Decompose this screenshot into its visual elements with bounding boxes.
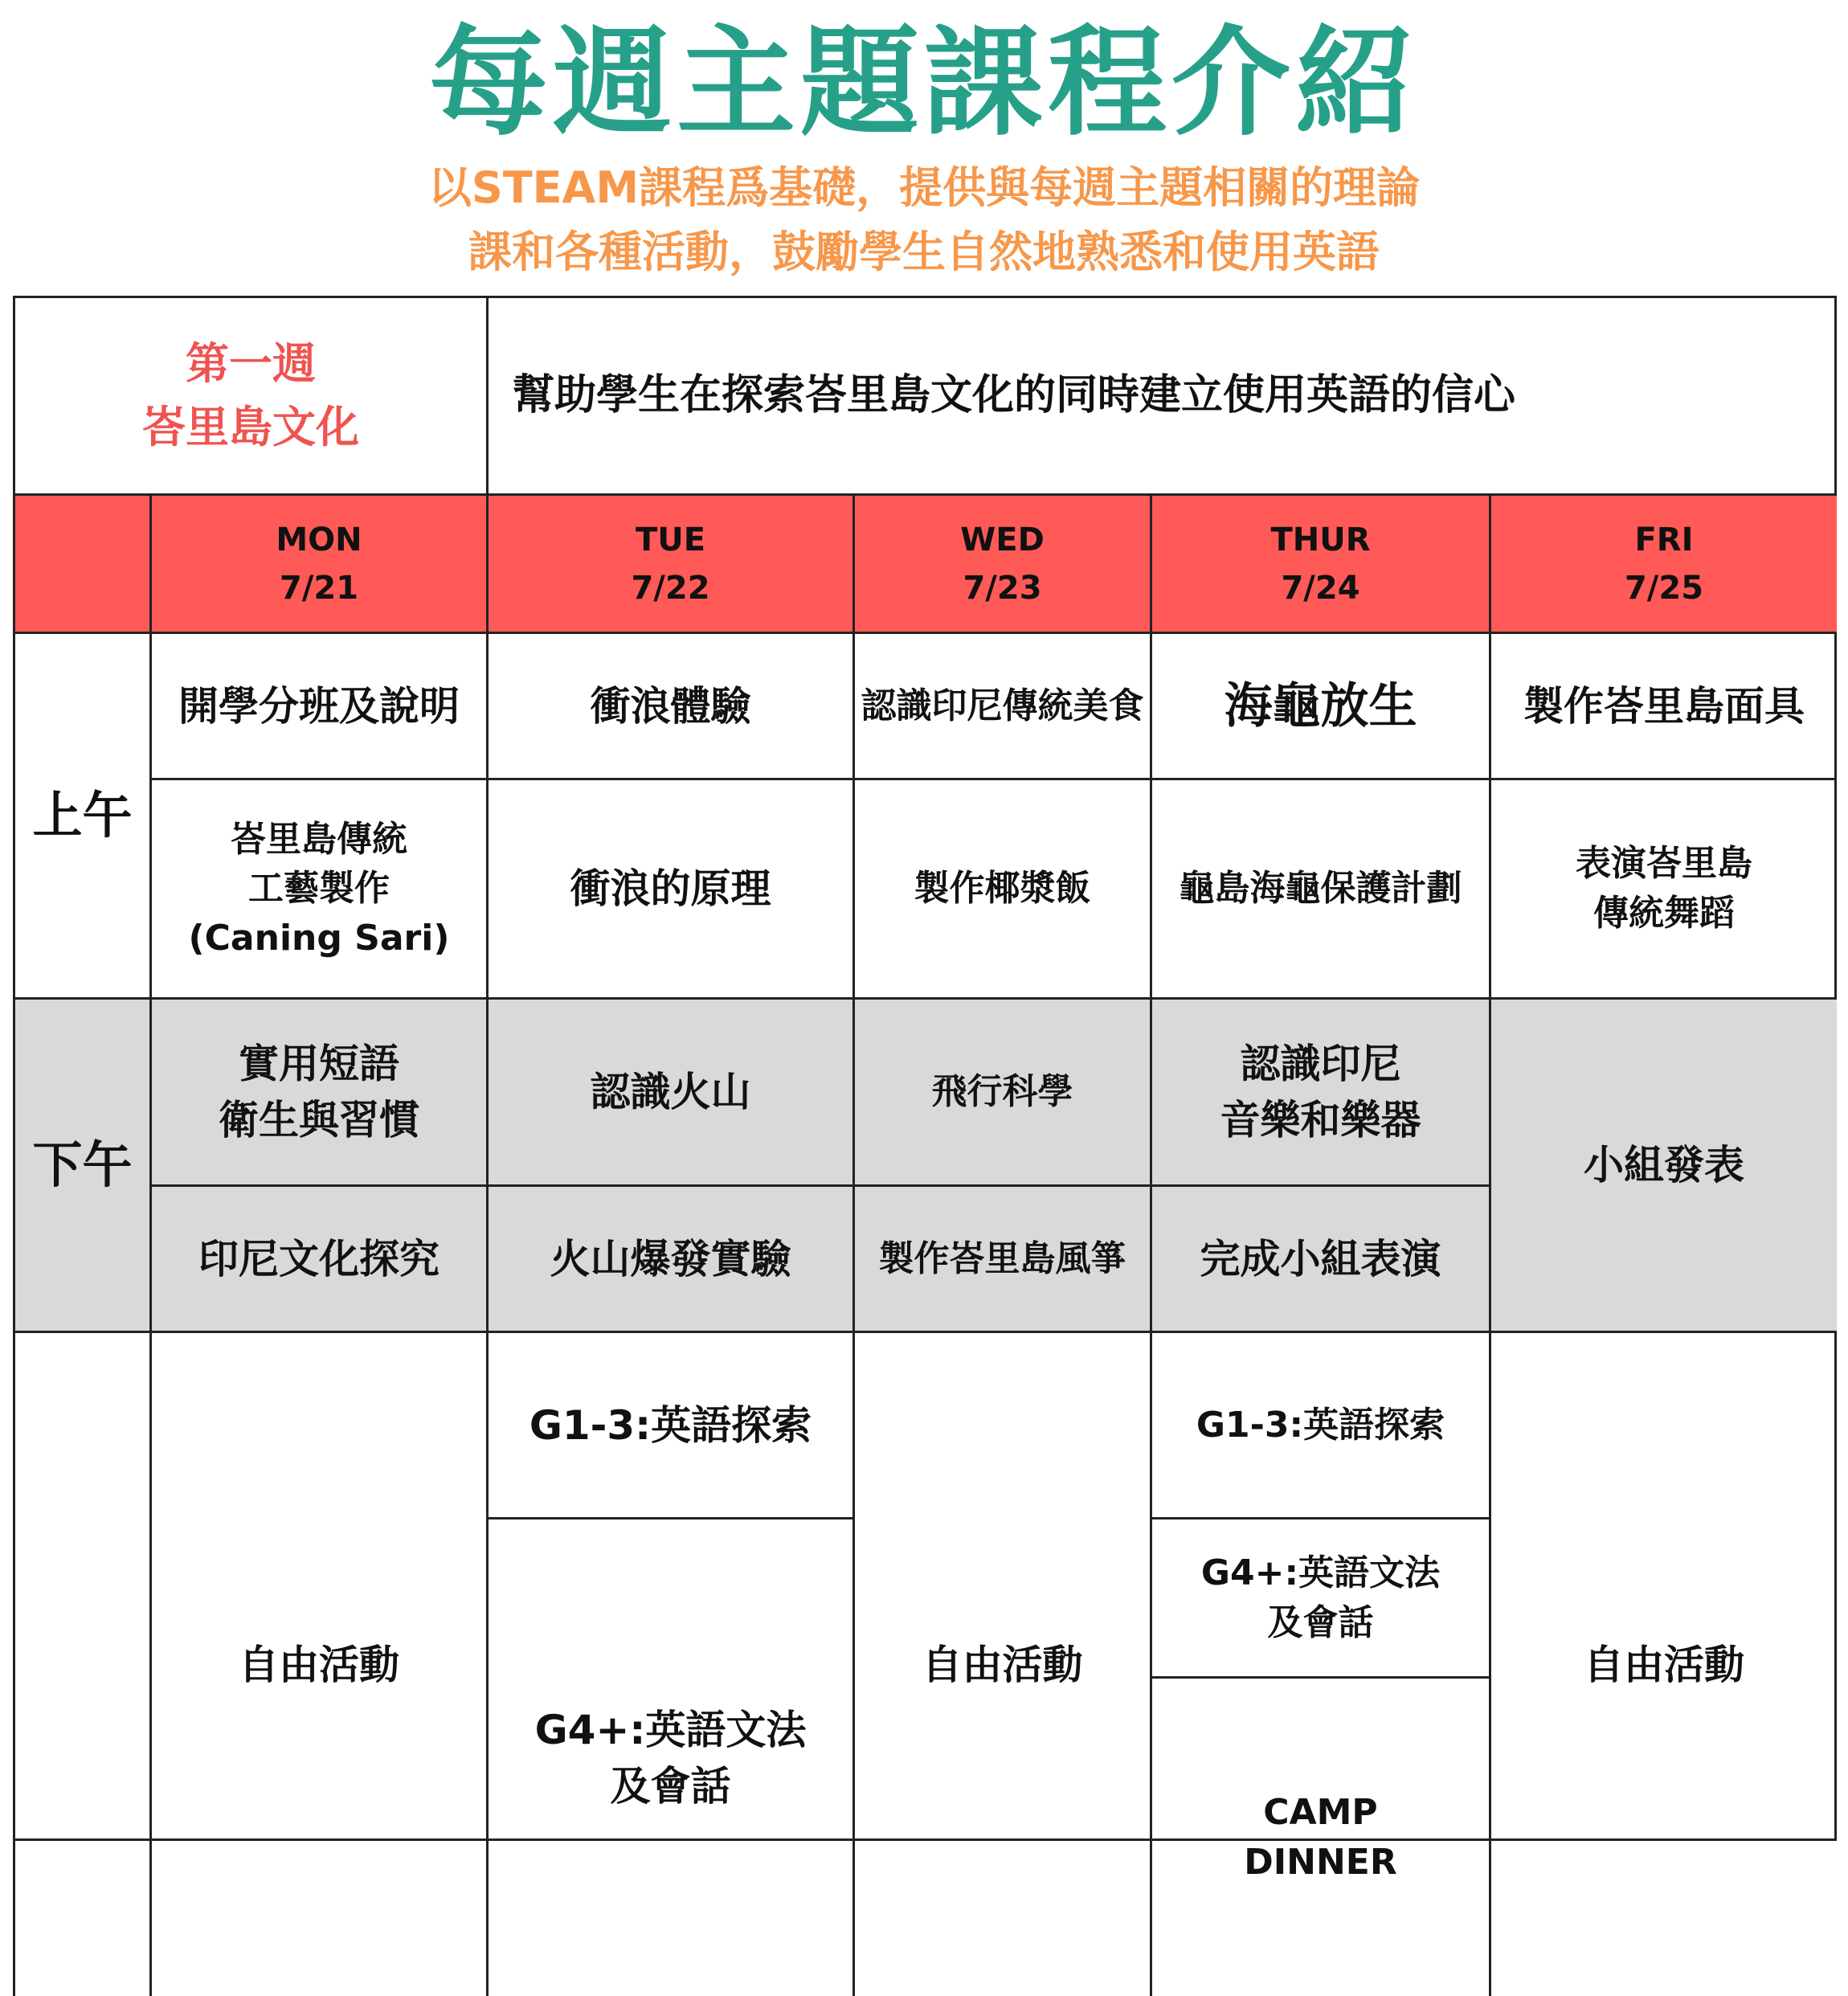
pm1-wed: 飛行科學 xyxy=(852,997,1150,1184)
am1-fri: 製作峇里島面具 xyxy=(1489,632,1837,778)
week-label: 第一週 峇里島文化 xyxy=(13,296,486,493)
evening-mon: 自由活動 xyxy=(149,1331,486,1996)
pm1-thur: 認識印尼 音樂和樂器 xyxy=(1150,997,1489,1184)
am1-tue: 衝浪體驗 xyxy=(486,632,852,778)
pm1-tue: 認識火山 xyxy=(486,997,852,1184)
pm2-wed: 製作峇里島風箏 xyxy=(852,1184,1150,1331)
evening-tue-g4: G4+:英語文法 及會話 xyxy=(486,1517,852,1996)
week-theme: 幫助學生在探索峇里島文化的同時建立使用英語的信心 xyxy=(486,296,1837,493)
day-header-thur: THUR 7/24 xyxy=(1150,493,1489,632)
am2-fri: 表演峇里島 傳統舞蹈 xyxy=(1489,778,1837,997)
subtitle-line-2: 課和各種活動，鼓勵學生自然地熟悉和使用英語 xyxy=(468,227,1380,277)
day-header-tue: TUE 7/22 xyxy=(486,493,852,632)
pm1-mon: 實用短語 衛生與習慣 xyxy=(149,997,486,1184)
pm2-thur: 完成小組表演 xyxy=(1150,1184,1489,1331)
schedule-table xyxy=(13,296,1837,1883)
am2-mon: 峇里島傳統 工藝製作 (Caning Sari) xyxy=(149,778,486,997)
subtitle-line-1: 以STEAM課程爲基礎，提供與每週主題相關的理論 xyxy=(427,162,1421,213)
am1-mon: 開學分班及說明 xyxy=(149,632,486,778)
day-header-wed: WED 7/23 xyxy=(852,493,1150,632)
period-evening xyxy=(13,1331,149,1996)
evening-wed: 自由活動 xyxy=(852,1331,1150,1996)
pm-fri: 小組發表 xyxy=(1489,997,1837,1331)
am2-thur: 龜島海龜保護計劃 xyxy=(1150,778,1489,997)
period-afternoon: 下午 xyxy=(13,997,149,1331)
evening-tue-g13: G1-3:英語探索 xyxy=(486,1331,852,1517)
evening-thur-g13: G1-3:英語探索 xyxy=(1150,1331,1489,1517)
evening-fri: 自由活動 xyxy=(1489,1331,1837,1996)
pm2-tue: 火山爆發實驗 xyxy=(486,1184,852,1331)
pm2-mon: 印尼文化探究 xyxy=(149,1184,486,1331)
am1-wed: 認識印尼傳統美食 xyxy=(852,632,1150,778)
day-header-mon: MON 7/21 xyxy=(149,493,486,632)
period-morning: 上午 xyxy=(13,632,149,997)
header-corner xyxy=(13,493,149,632)
am1-thur: 海龜放生 xyxy=(1150,632,1489,778)
evening-thur-g4: G4+:英語文法 及會話 xyxy=(1150,1517,1489,1676)
evening-thur-camp-dinner: CAMP DINNER xyxy=(1150,1676,1489,1996)
page-title: 每週主題課程介紹 xyxy=(429,14,1419,152)
am2-tue: 衝浪的原理 xyxy=(486,778,852,997)
day-header-fri: FRI 7/25 xyxy=(1489,493,1837,632)
am2-wed: 製作椰漿飯 xyxy=(852,778,1150,997)
